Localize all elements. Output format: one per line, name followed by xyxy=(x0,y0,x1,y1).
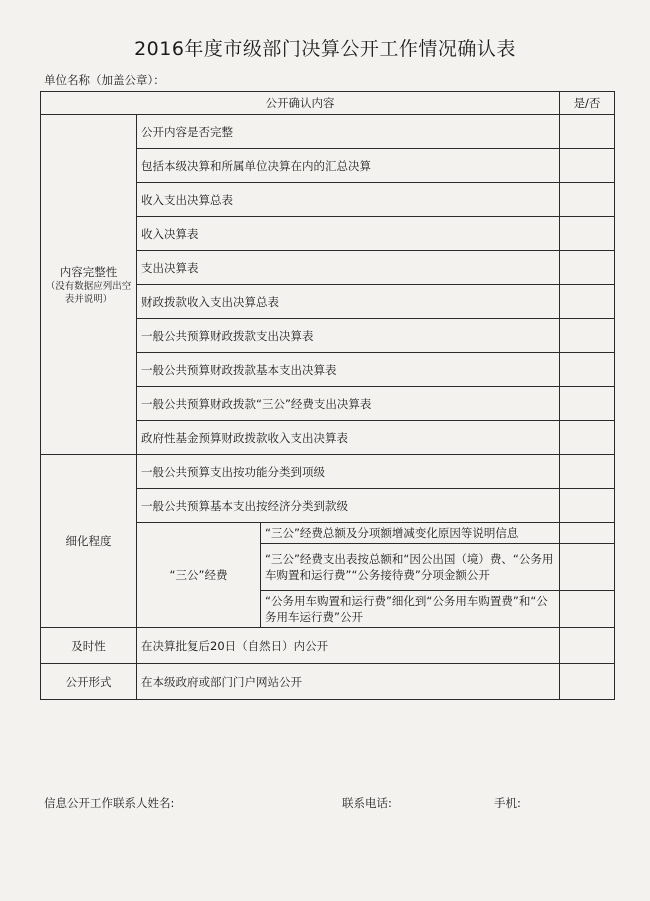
confirmation-table xyxy=(40,91,615,700)
yes-no-cell[interactable] xyxy=(560,285,615,319)
yes-no-cell[interactable] xyxy=(560,455,615,489)
unit-name-label: 单位名称（加盖公章）： xyxy=(44,73,165,87)
completeness-item: 财政拨款收入支出决算总表 xyxy=(137,285,560,319)
timeliness-content: 在决算批复后20日（自然日）内公开 xyxy=(137,628,560,664)
yes-no-cell[interactable] xyxy=(560,489,615,523)
completeness-title: 内容完整性 xyxy=(59,264,118,279)
contact-name-label: 信息公开工作联系人姓名: xyxy=(44,796,175,810)
completeness-note: （没有数据应列出空表并说明） xyxy=(45,280,132,305)
yes-no-cell[interactable] xyxy=(560,319,615,353)
yes-no-cell[interactable] xyxy=(560,544,615,591)
yes-no-cell[interactable] xyxy=(560,251,615,285)
yes-no-cell[interactable] xyxy=(560,353,615,387)
yes-no-cell[interactable] xyxy=(560,217,615,251)
yes-no-cell[interactable] xyxy=(560,628,615,664)
sangong-label: “三公”经费 xyxy=(137,523,261,628)
yes-no-cell[interactable] xyxy=(560,523,615,544)
yes-no-cell[interactable] xyxy=(560,115,615,149)
completeness-item: 政府性基金预算财政拨款收入支出决算表 xyxy=(137,421,560,455)
section-completeness-label xyxy=(41,115,137,455)
completeness-item: 一般公共预算财政拨款“三公”经费支出决算表 xyxy=(137,387,560,421)
completeness-item: 支出决算表 xyxy=(137,251,560,285)
yes-no-cell[interactable] xyxy=(560,664,615,700)
page-title: 2016年度市级部门决算公开工作情况确认表 xyxy=(134,38,516,60)
detail-item: 一般公共预算支出按功能分类到项级 xyxy=(137,455,560,489)
completeness-item: 收入支出决算总表 xyxy=(137,183,560,217)
completeness-item: 收入决算表 xyxy=(137,217,560,251)
sangong-item: “三公”经费支出表按总额和“因公出国（境）费、“公务用车购置和运行费”“公务接待费”分项金额公开 xyxy=(261,544,560,591)
form-content: 在本级政府或部门门户网站公开 xyxy=(137,664,560,700)
form-label: 公开形式 xyxy=(41,664,137,700)
yes-no-cell[interactable] xyxy=(560,183,615,217)
header-content: 公开确认内容 xyxy=(41,92,560,115)
completeness-item: 一般公共预算财政拨款基本支出决算表 xyxy=(137,353,560,387)
completeness-item: 公开内容是否完整 xyxy=(137,115,560,149)
detail-item: 一般公共预算基本支出按经济分类到款级 xyxy=(137,489,560,523)
sangong-item: “三公”经费总额及分项额增减变化原因等说明信息 xyxy=(261,523,560,544)
mobile-label: 手机: xyxy=(494,796,521,810)
sangong-item: “公务用车购置和运行费”细化到“公务用车购置费”和“公务用车运行费”公开 xyxy=(261,591,560,628)
header-yes-no: 是/否 xyxy=(560,92,615,115)
timeliness-label: 及时性 xyxy=(41,628,137,664)
completeness-item: 包括本级决算和所属单位决算在内的汇总决算 xyxy=(137,149,560,183)
phone-label: 联系电话: xyxy=(342,796,392,810)
yes-no-cell[interactable] xyxy=(560,149,615,183)
yes-no-cell[interactable] xyxy=(560,387,615,421)
yes-no-cell[interactable] xyxy=(560,591,615,628)
yes-no-cell[interactable] xyxy=(560,421,615,455)
completeness-item: 一般公共预算财政拨款支出决算表 xyxy=(137,319,560,353)
section-detail-label: 细化程度 xyxy=(41,455,137,628)
